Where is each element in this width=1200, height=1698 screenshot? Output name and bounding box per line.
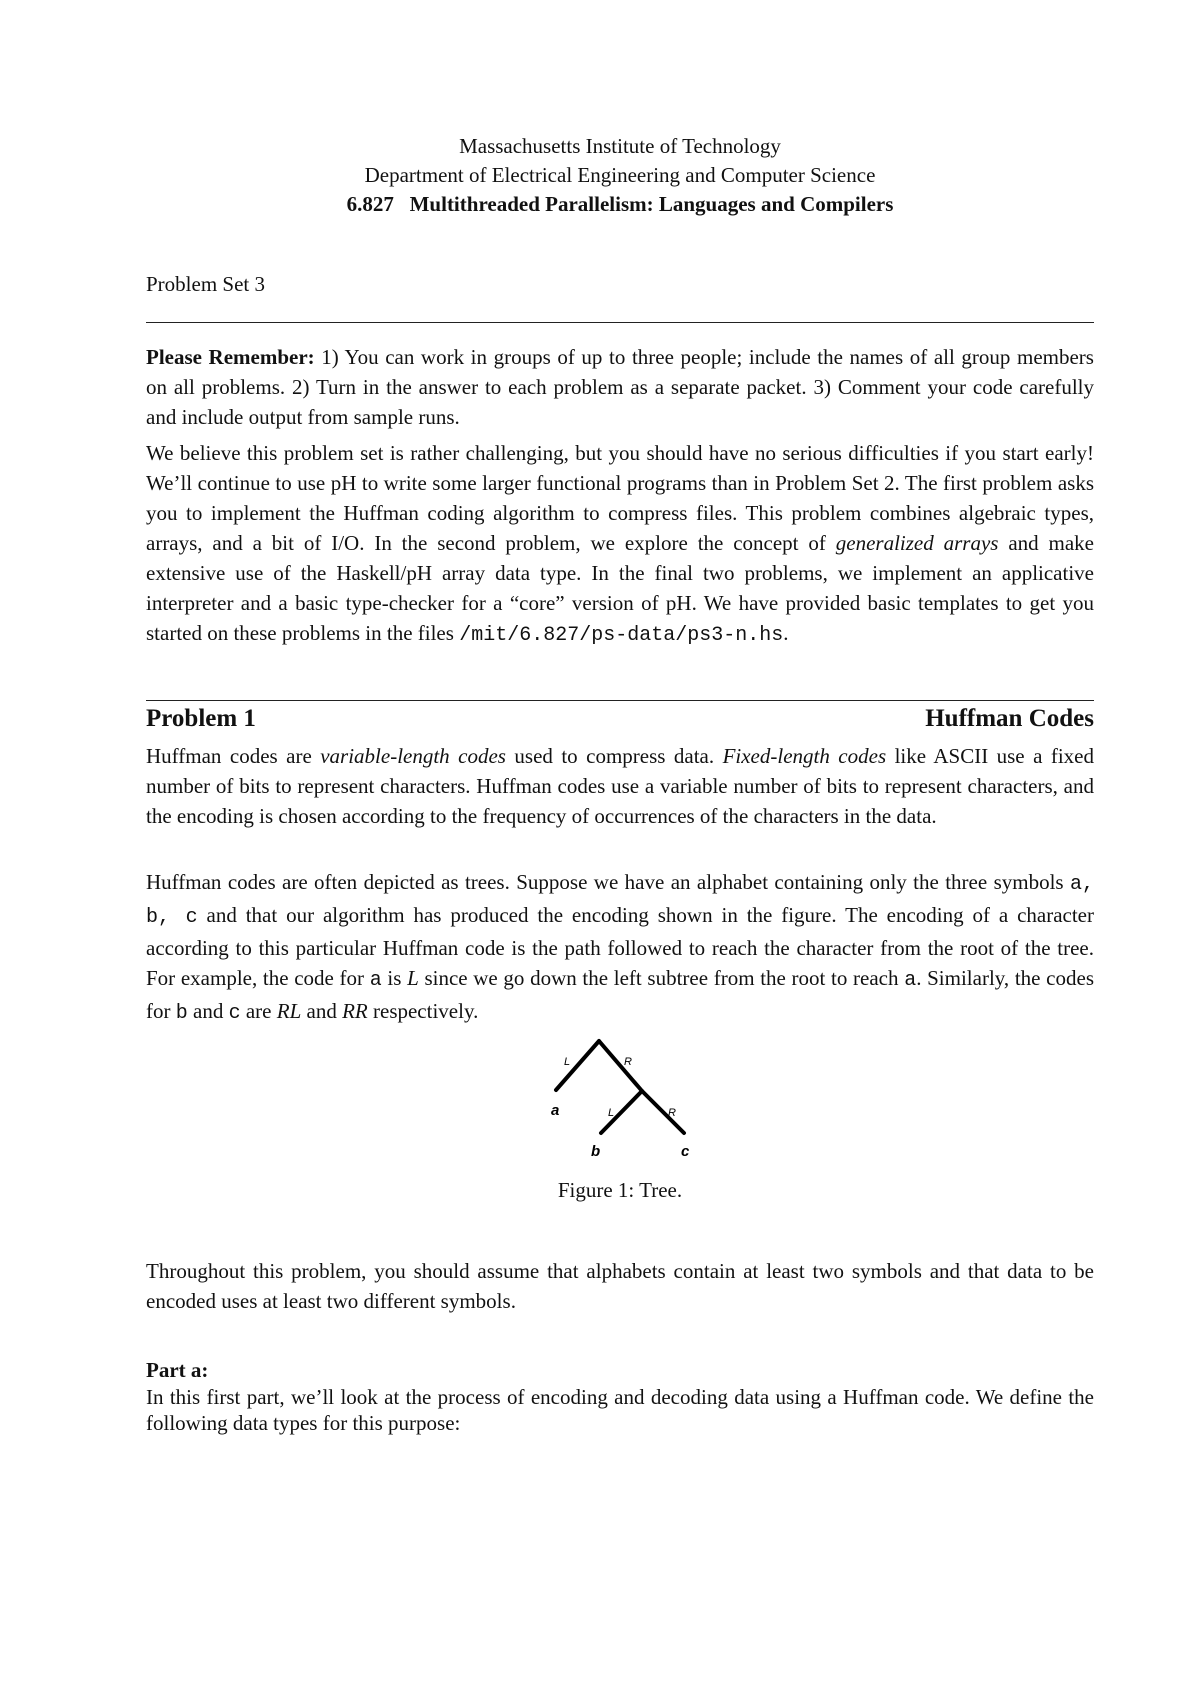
p1-emphasis-2: Fixed-length codes — [722, 744, 887, 768]
p1-text-1: Huffman codes are — [146, 744, 321, 768]
edge-root-left — [556, 1041, 599, 1090]
remember-text: 1) You can work in groups of up to three people; include the names of all group members on all problems. 2) Turn in the answer to each problem as a separate packet. 3) Comment your code carefully and include output from sample runs. — [146, 345, 1094, 429]
p1-text-2: used to compress data. — [505, 744, 723, 768]
p1-emphasis-1: variable-length codes — [320, 744, 506, 768]
problem1-title: Huffman Codes — [925, 705, 1094, 732]
figure-caption: Figure 1: Tree. — [557, 1178, 683, 1202]
part-a-text: In this first part, we’ll look at the process of encoding and decoding data using a Huffman code. We define the following data types for this purpose: — [146, 1385, 1094, 1435]
department-name: Department of Electrical Engineering and Computer Science — [364, 163, 876, 187]
edge-label-3: L — [608, 1107, 615, 1119]
document-header — [146, 132, 1094, 219]
divider-top — [146, 322, 1094, 323]
p2-text-3: is — [381, 966, 408, 990]
problem1-label: Problem 1 — [146, 705, 256, 732]
part-a-title: Part a: — [146, 1358, 209, 1382]
intro-text-2: and make extensive use of the Haskell/pH array data type. In the final two problems, we implement an applicative interpreter and a basic type-checker for a “core” version of pH. We have provided basic templates to get you started on these problems in the files — [146, 531, 1094, 645]
edge-label-1: L — [564, 1056, 571, 1068]
course-title: 6.827 Multithreaded Parallelism: Languages and Compilers — [346, 192, 894, 216]
intro-text-3: . — [783, 621, 789, 645]
p2-symbols: a, b, c — [146, 873, 1094, 929]
p2-text-5: . Similarly, the codes for — [146, 966, 1094, 1023]
p2-text-7: are — [240, 999, 277, 1023]
part-a-block — [146, 1356, 1094, 1436]
intro-block — [146, 438, 1094, 651]
p2-code-l: L — [407, 966, 419, 990]
problem1-paragraph-3: Throughout this problem, you should assume that alphabets contain at least two symbols and that data to be encoded uses at least two different symbols. — [146, 1259, 1094, 1313]
problem1-heading — [146, 705, 1094, 733]
remember-paragraph — [146, 342, 1094, 432]
problem-set-name: Problem Set 3 — [146, 272, 265, 296]
problem1-paragraph-1-block — [146, 741, 1094, 831]
p2-text-1: Huffman codes are often depicted as trees. Suppose we have an alphabet containing only the three symbols — [146, 870, 1070, 894]
intro-file-path: /mit/6.827/ps-data/ps3-n.hs — [459, 624, 784, 647]
p2-code-rl: RL — [276, 999, 302, 1023]
problem1-paragraph-2-block — [146, 867, 1094, 1029]
intro-paragraph — [146, 438, 1094, 651]
huffman-tree-figure — [146, 1035, 1094, 1165]
huffman-tree-diagram — [146, 1035, 1094, 1165]
problem1-paragraph-3-block — [146, 1256, 1094, 1316]
institution-name: Massachusetts Institute of Technology — [459, 134, 781, 158]
leaf-label-c: c — [681, 1143, 690, 1160]
p2-symbol-b: b — [175, 1002, 188, 1025]
p2-symbol-a-2: a — [904, 969, 917, 992]
edge-label-2: R — [624, 1056, 632, 1068]
edge-root-right — [599, 1041, 642, 1091]
p2-code-rr: RR — [342, 999, 368, 1023]
p2-text-9: respectively. — [367, 999, 479, 1023]
p1-text-3: like ASCII use a fixed number of bits to represent characters. Huffman codes use a variable number of bits to represent characters, and the encoding is chosen according to the frequency of occurrences of the characters in the data. — [146, 744, 1094, 828]
p2-symbol-a-1: a — [369, 969, 382, 992]
p2-text-8: and — [301, 999, 343, 1023]
intro-text-1: We believe this problem set is rather challenging, but you should have no serious difficulties if you start early! We’ll continue to use pH to write some larger functional programs than in Problem Set 2. The first problem asks you to implement the Huffman coding algorithm to compress files. This problem combines algebraic types, arrays, and a bit of I/O. In the second problem, we explore the concept of — [146, 441, 1094, 555]
leaf-label-a: a — [551, 1102, 560, 1119]
p2-text-2: and that our algorithm has produced the encoding shown in the figure. The encoding of a character according to this particular Huffman code is the path followed to reach the character from the root of the tree. For example, the code for — [146, 903, 1094, 990]
edge-inner-right — [642, 1091, 684, 1133]
p2-symbol-c: c — [228, 1002, 241, 1025]
intro-emphasis: generalized arrays — [835, 531, 999, 555]
remember-label: Please Remember: — [146, 345, 315, 369]
p2-text-4: since we go down the left subtree from the root to reach — [418, 966, 905, 990]
remember-block — [146, 342, 1094, 432]
problem1-paragraph-1 — [146, 741, 1094, 831]
p2-text-6: and — [187, 999, 229, 1023]
edge-label-4: R — [668, 1107, 676, 1119]
problem1-paragraph-2 — [146, 867, 1094, 1029]
divider-problem1 — [146, 700, 1094, 701]
leaf-label-b: b — [591, 1143, 601, 1160]
